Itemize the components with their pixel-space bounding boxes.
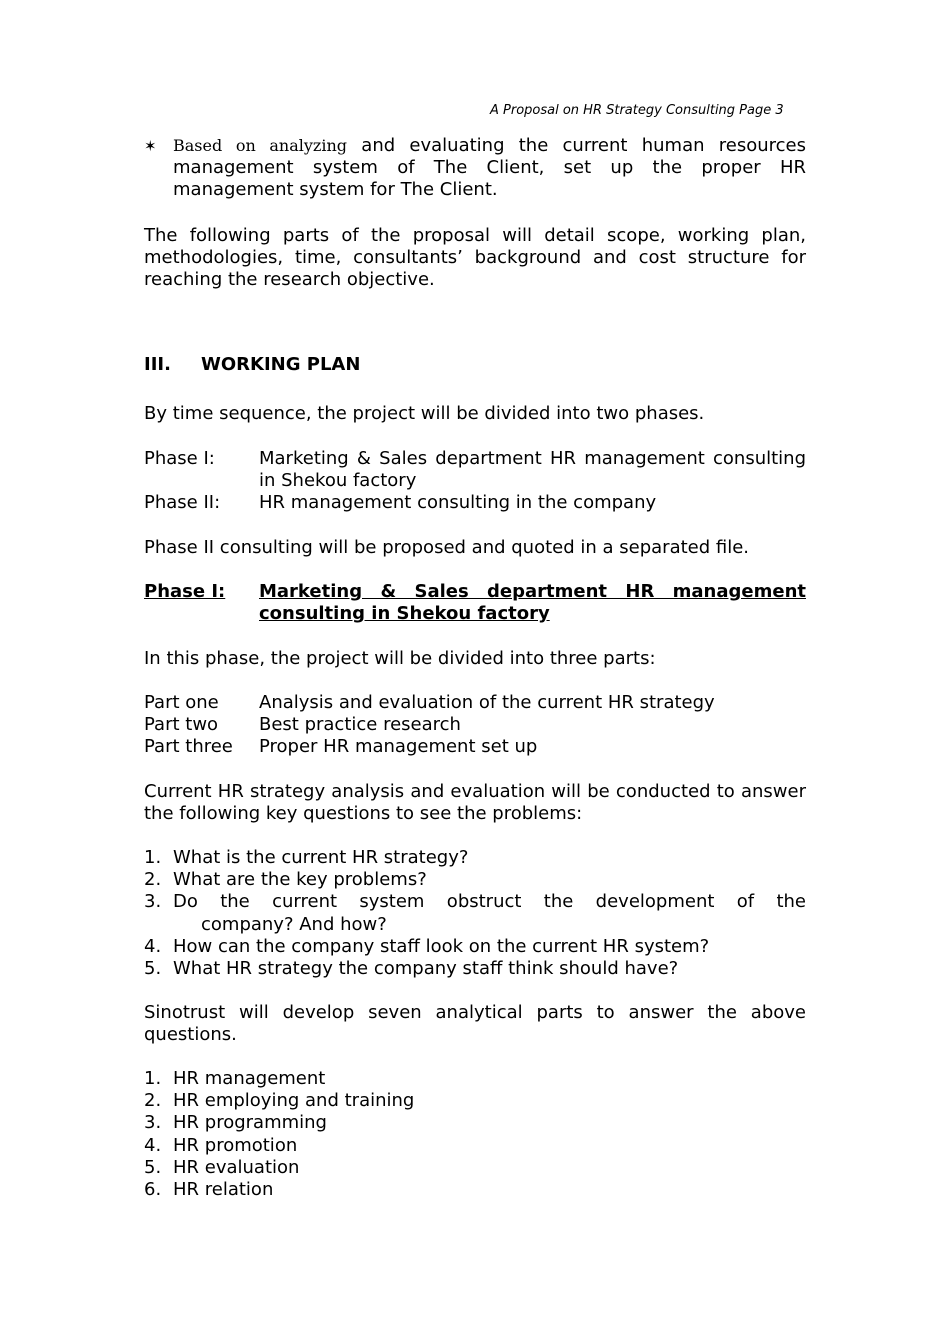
part-label: Part three	[144, 736, 233, 758]
analysis-intro: Current HR strategy analysis and evaluation will be conducted to answer the following key questions to see the problems:	[144, 781, 806, 825]
list-number: 3.	[144, 1112, 162, 1134]
part-label: Part two	[144, 714, 219, 736]
list-number: 1.	[144, 1068, 162, 1089]
list-text: What are the key problems?	[173, 869, 427, 891]
list-number: 5.	[144, 958, 162, 980]
part-row	[144, 736, 806, 758]
list-text: HR management	[173, 1068, 326, 1089]
list-text: HR promotion	[173, 1134, 298, 1156]
section-number: III.	[144, 354, 171, 375]
list-number: 2.	[144, 869, 162, 891]
list-text: HR employing and training	[173, 1090, 415, 1112]
list-item	[144, 1135, 806, 1157]
list-number: 1.	[144, 847, 162, 868]
list-item	[144, 958, 806, 980]
phase-text: HR management consulting in the company	[259, 492, 657, 514]
list-item	[144, 1090, 806, 1112]
phase-label: Phase I:	[144, 448, 215, 469]
list-item	[144, 1112, 806, 1134]
parts-list	[144, 692, 806, 759]
list-number: 3.	[144, 891, 162, 913]
list-text: What HR strategy the company staff think should have?	[173, 958, 679, 980]
list-item	[144, 936, 806, 958]
list-item	[144, 847, 806, 869]
list-number: 4.	[144, 935, 162, 957]
phase1-heading-text: Marketing & Sales department HR management consulting in Shekou factory	[259, 581, 806, 625]
bullet-paragraph	[144, 135, 806, 202]
phase2-note: Phase II consulting will be proposed and quoted in a separated file.	[144, 537, 750, 558]
analytical-parts-list	[144, 1068, 806, 1201]
list-text-continuation: company? And how?	[201, 913, 387, 935]
part-row	[144, 714, 806, 736]
phases-list	[144, 448, 806, 515]
part-label: Part one	[144, 692, 219, 713]
list-number: 6.	[144, 1179, 162, 1201]
phase1-heading	[144, 581, 806, 625]
list-item	[144, 891, 806, 913]
sinotrust-intro: Sinotrust will develop seven analytical parts to answer the above questions.	[144, 1002, 806, 1046]
part-text: Best practice research	[259, 714, 461, 736]
bullet-lead-text: Based on analyzing	[173, 136, 348, 155]
list-number: 5.	[144, 1156, 162, 1178]
phase1-heading-label: Phase I:	[144, 581, 226, 602]
part-row	[144, 692, 806, 714]
phase-row	[144, 448, 806, 492]
phase-text: Marketing & Sales department HR management consulting in Shekou factory	[259, 448, 806, 492]
list-text: How can the company staff look on the current HR system?	[173, 935, 710, 957]
phases-intro: By time sequence, the project will be divided into two phases.	[144, 403, 705, 424]
list-text: HR relation	[173, 1179, 274, 1201]
list-text: Do the current system obstruct the development of the	[173, 891, 806, 913]
list-number: 2.	[144, 1090, 162, 1112]
section-title: WORKING PLAN	[201, 354, 361, 375]
phase-row	[144, 492, 806, 514]
phase-label: Phase II:	[144, 492, 221, 514]
page-header: A Proposal on HR Strategy Consulting Page 3	[490, 103, 784, 118]
section-heading	[144, 354, 360, 375]
list-text: What is the current HR strategy?	[173, 847, 469, 868]
list-item	[144, 869, 806, 891]
bullet-star-icon: ✶	[144, 137, 157, 155]
intro-paragraph: The following parts of the proposal will detail scope, working plan, methodologies, time, consultants’ background and cost structure for reaching the research objective.	[144, 225, 806, 291]
list-number: 4.	[144, 1134, 162, 1156]
parts-intro: In this phase, the project will be divided into three parts:	[144, 648, 656, 669]
list-text: HR programming	[173, 1112, 327, 1134]
part-text: Analysis and evaluation of the current HR strategy	[259, 692, 715, 713]
list-item	[144, 1068, 806, 1090]
list-item	[144, 1179, 806, 1201]
questions-list	[144, 847, 806, 980]
bullet-rest-text: and evaluating the current human resources management system of The Client, set up the proper HR management system for The Client.	[173, 135, 806, 201]
list-text: HR evaluation	[173, 1156, 300, 1178]
list-item	[144, 1157, 806, 1179]
part-text: Proper HR management set up	[259, 736, 538, 758]
